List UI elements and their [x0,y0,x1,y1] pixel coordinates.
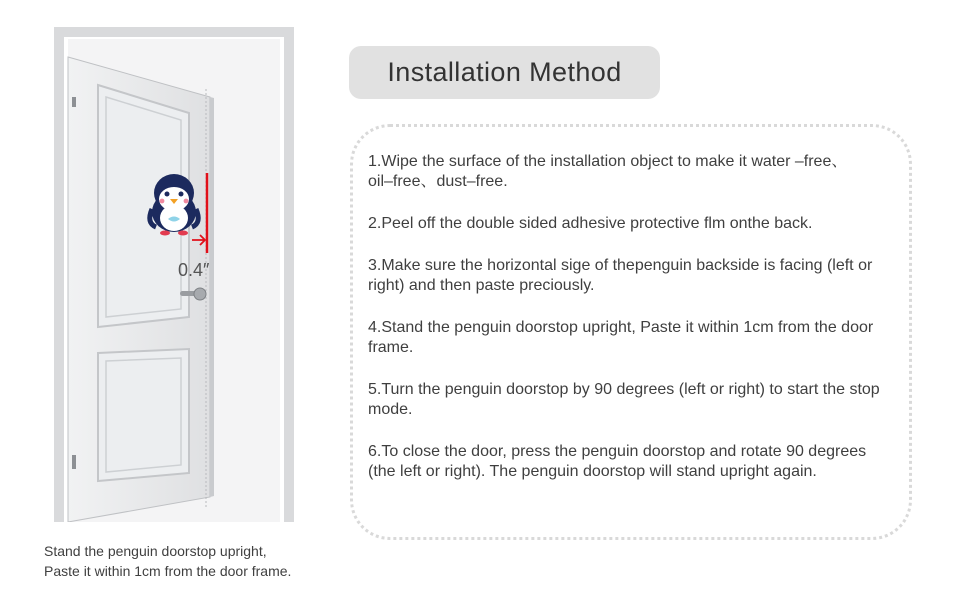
instruction-step: 6.To close the door, press the penguin doorstop and rotate 90 degrees (the left or right). The penguin doorstop will stand upright again. [368,443,867,480]
door-illustration [54,27,294,522]
section-title: Installation Method [349,46,660,99]
gap-label: 0.4″ [178,260,210,280]
caption-line-1: Stand the penguin doorstop upright, [44,543,267,559]
door-caption [44,541,344,581]
instruction-step: 3.Make sure the horizontal sige of thepenguin backside is facing (left or right) and then paste preciously. [368,257,873,294]
caption-line-2: Paste it within 1cm from the door frame. [44,563,292,579]
instruction-step: 2.Peel off the double sided adhesive protective flm onthe back. [368,215,813,232]
door-panel [68,57,214,522]
instruction-step: 5.Turn the penguin doorstop by 90 degrees (left or right) to start the stop mode. [368,381,880,418]
door-lower-panel [98,349,189,481]
instruction-step: 4.Stand the penguin doorstop upright, Paste it within 1cm from the door frame. [368,319,874,356]
instructions-list [368,152,898,504]
instruction-step: 1.Wipe the surface of the installation object to make it water –free、oil–free、dust–free. [368,153,848,190]
hinge-bottom [72,455,76,469]
hinge-top [72,97,76,107]
